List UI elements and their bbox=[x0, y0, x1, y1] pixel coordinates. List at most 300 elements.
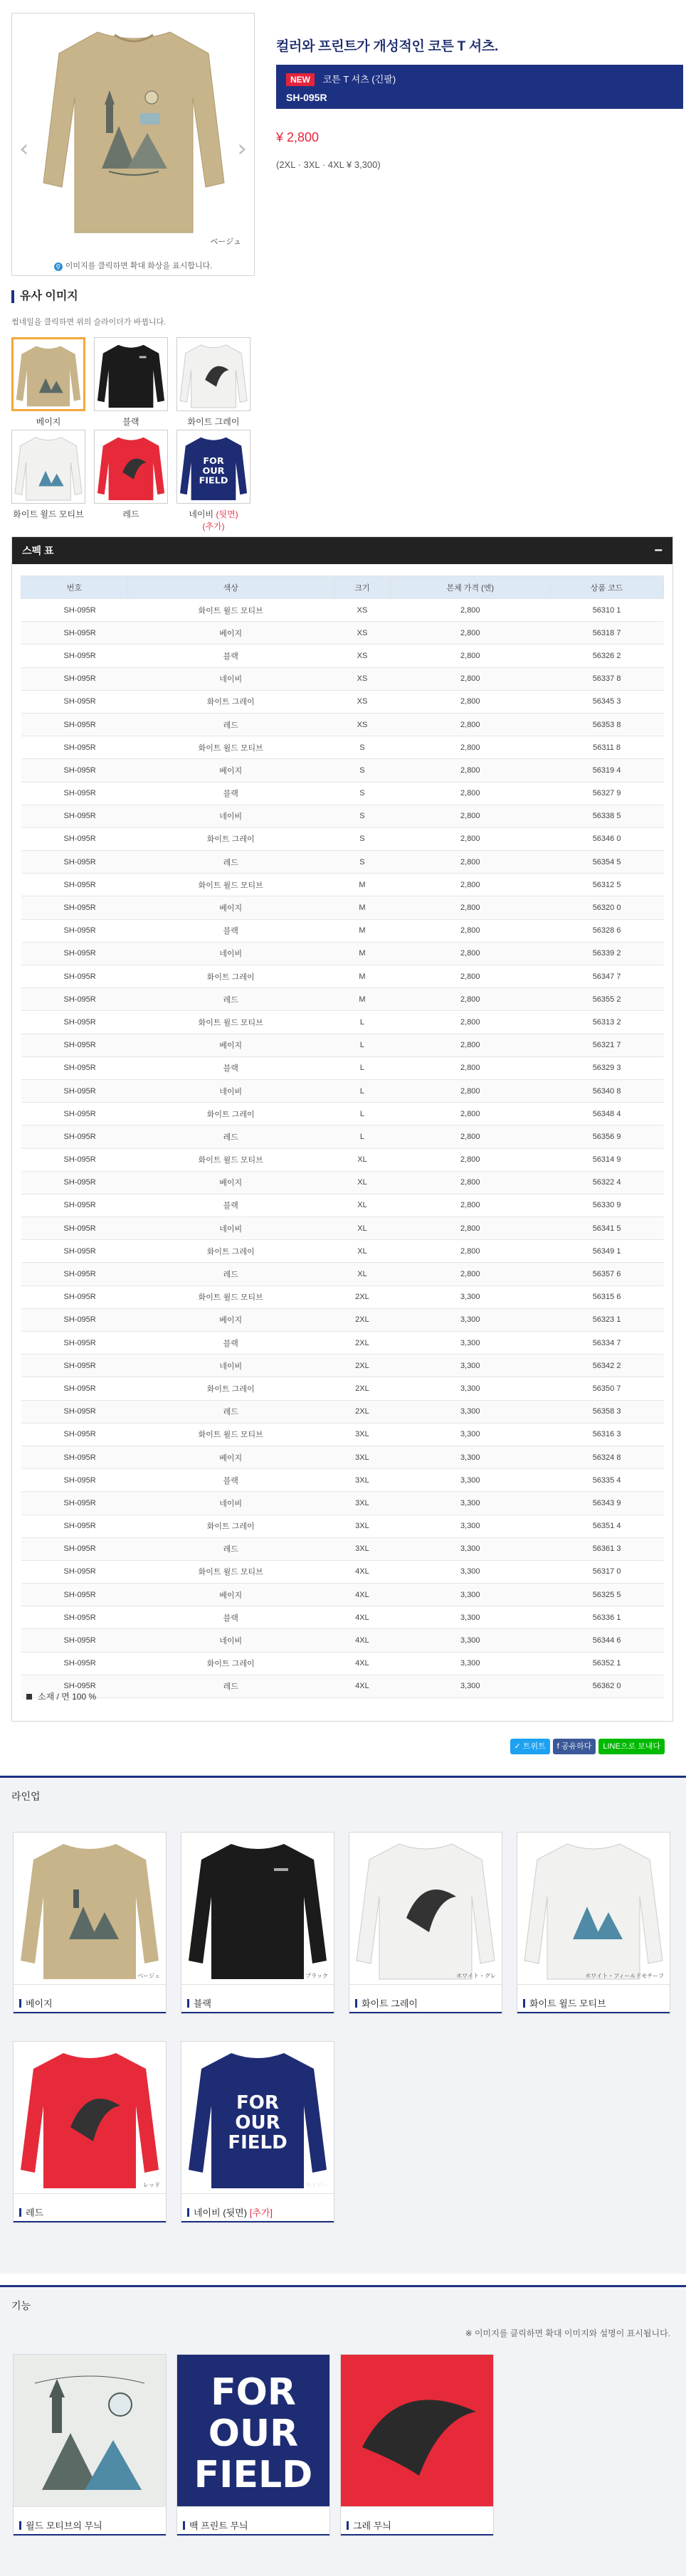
cell-code: 56335 4 bbox=[550, 1469, 664, 1492]
cell-number: SH-095R bbox=[21, 1355, 128, 1377]
thumb-image[interactable] bbox=[94, 337, 168, 411]
slider-next-icon[interactable]: › bbox=[237, 134, 247, 163]
cell-color: 화이트 윌드 모티브 bbox=[127, 1560, 334, 1583]
feature-caption bbox=[14, 2507, 166, 2535]
thumb-label-note: (뒷면) bbox=[216, 509, 238, 519]
cell-size: L bbox=[334, 1079, 391, 1102]
cell-code: 56318 7 bbox=[550, 622, 664, 645]
collapse-icon[interactable]: − bbox=[654, 543, 663, 558]
feature-card-graphic[interactable] bbox=[340, 2354, 494, 2536]
cell-number: SH-095R bbox=[21, 713, 128, 736]
similar-images-section bbox=[11, 290, 673, 536]
feature-image[interactable] bbox=[177, 2355, 329, 2507]
cell-size: 3XL bbox=[334, 1446, 391, 1468]
lineup-caption bbox=[181, 1985, 334, 2013]
cell-color: 네이비 bbox=[127, 1355, 334, 1377]
cell-size: M bbox=[334, 896, 391, 919]
cell-number: SH-095R bbox=[21, 1652, 128, 1675]
cell-size: 4XL bbox=[334, 1675, 391, 1697]
cell-number: SH-095R bbox=[21, 690, 128, 713]
spec-title: 스펙 표 bbox=[22, 545, 54, 556]
cell-price: 3,300 bbox=[391, 1560, 550, 1583]
cell-color: 네이비 bbox=[127, 1217, 334, 1240]
cell-price: 3,300 bbox=[391, 1332, 550, 1355]
cell-color: 블랙 bbox=[127, 1469, 334, 1492]
thumb-label-main: 네이비 bbox=[189, 509, 214, 519]
cell-code: 56351 4 bbox=[550, 1515, 664, 1537]
product-info bbox=[276, 13, 683, 170]
cell-color: 네이비 bbox=[127, 942, 334, 965]
cell-code: 56349 1 bbox=[550, 1240, 664, 1263]
cell-number: SH-095R bbox=[21, 874, 128, 896]
cell-code: 56348 4 bbox=[550, 1103, 664, 1125]
cell-color: 네이비 bbox=[127, 805, 334, 827]
lineup-card-navy-back[interactable] bbox=[181, 2041, 334, 2223]
cell-size: 2XL bbox=[334, 1377, 391, 1400]
cell-size: XL bbox=[334, 1148, 391, 1171]
facebook-share-button[interactable]: f 공유하다 bbox=[553, 1739, 596, 1754]
spec-header-row bbox=[21, 576, 664, 599]
table-row bbox=[21, 1537, 664, 1560]
cell-number: SH-095R bbox=[21, 736, 128, 759]
cell-size: S bbox=[334, 782, 391, 805]
cell-code: 56314 9 bbox=[550, 1148, 664, 1171]
material-text: 소재 / 면 100 % bbox=[38, 1692, 97, 1702]
print-text-field: FIELD bbox=[228, 2132, 287, 2153]
caption-bar bbox=[183, 2521, 185, 2530]
lineup-image[interactable] bbox=[181, 1833, 334, 1985]
lineup-image[interactable] bbox=[517, 1833, 670, 1985]
cell-code: 56343 9 bbox=[550, 1492, 664, 1515]
similar-title: 유사 이미지 bbox=[11, 290, 673, 303]
main-shirt-beige[interactable] bbox=[41, 19, 227, 240]
cell-code: 56358 3 bbox=[550, 1400, 664, 1423]
cell-code: 56352 1 bbox=[550, 1652, 664, 1675]
cell-color: 베이지 bbox=[127, 896, 334, 919]
cell-color: 화이트 그레이 bbox=[127, 827, 334, 850]
cell-size: XL bbox=[334, 1240, 391, 1263]
cell-number: SH-095R bbox=[21, 1629, 128, 1652]
cell-price: 2,800 bbox=[391, 645, 550, 667]
share-buttons bbox=[507, 1739, 665, 1754]
cell-size: M bbox=[334, 874, 391, 896]
thumb-white-field-motif[interactable] bbox=[11, 430, 85, 520]
spec-header[interactable] bbox=[12, 537, 672, 564]
slider-prev-icon[interactable]: ‹ bbox=[19, 134, 29, 163]
cell-size: L bbox=[334, 1125, 391, 1148]
feature-card-field-motif[interactable] bbox=[13, 2354, 167, 2536]
product-code: SH-095R bbox=[286, 92, 327, 103]
lineup-title: 라인업 bbox=[11, 1791, 41, 1802]
table-row bbox=[21, 851, 664, 874]
lineup-tag: ブラック bbox=[305, 1973, 328, 1979]
cell-code: 56311 8 bbox=[550, 736, 664, 759]
cell-size: M bbox=[334, 965, 391, 988]
table-row bbox=[21, 1560, 664, 1583]
cell-code: 56329 3 bbox=[550, 1056, 664, 1079]
thumb-navy-back[interactable] bbox=[176, 430, 250, 532]
cell-number: SH-095R bbox=[21, 1537, 128, 1560]
cell-number: SH-095R bbox=[21, 965, 128, 988]
cell-code: 56340 8 bbox=[550, 1079, 664, 1102]
cell-price: 2,800 bbox=[391, 1148, 550, 1171]
lineup-caption bbox=[349, 1985, 502, 2013]
cell-color: 베이지 bbox=[127, 1446, 334, 1468]
cell-size: 4XL bbox=[334, 1652, 391, 1675]
cell-number: SH-095R bbox=[21, 1515, 128, 1537]
thumb-image[interactable] bbox=[94, 430, 168, 504]
table-row bbox=[21, 736, 664, 759]
lineup-label: 화이트 그레이 bbox=[362, 1998, 418, 2009]
lineup-label: 화이트 윌드 모티브 bbox=[529, 1998, 606, 2009]
cell-code: 56320 0 bbox=[550, 896, 664, 919]
cell-color: 블랙 bbox=[127, 1056, 334, 1079]
cell-number: SH-095R bbox=[21, 1263, 128, 1286]
cell-number: SH-095R bbox=[21, 1606, 128, 1629]
spec-table-body bbox=[21, 599, 664, 1698]
cell-size: 3XL bbox=[334, 1537, 391, 1560]
cell-code: 56344 6 bbox=[550, 1629, 664, 1652]
col-header-size: 크기 bbox=[334, 576, 391, 599]
thumb-image[interactable] bbox=[11, 337, 85, 411]
thumb-image[interactable] bbox=[176, 430, 250, 504]
cell-color: 화이트 그레이 bbox=[127, 1103, 334, 1125]
cell-number: SH-095R bbox=[21, 1079, 128, 1102]
caption-bar bbox=[187, 1999, 189, 2008]
cell-number: SH-095R bbox=[21, 1056, 128, 1079]
col-header-number: 번호 bbox=[21, 576, 128, 599]
table-row bbox=[21, 1584, 664, 1606]
cell-price: 3,300 bbox=[391, 1675, 550, 1697]
cell-code: 56346 0 bbox=[550, 827, 664, 850]
zoom-note bbox=[12, 260, 254, 271]
similar-hint: 썸네일을 클릭하면 위의 슬라이더가 바뀝니다. bbox=[11, 318, 167, 327]
feature-label: 윌드 모티브의 무늬 bbox=[26, 2521, 102, 2531]
lineup-caption bbox=[14, 2194, 166, 2222]
feature-label: 백 프린트 무늬 bbox=[189, 2521, 248, 2531]
cell-number: SH-095R bbox=[21, 1034, 128, 1056]
cell-code: 56326 2 bbox=[550, 645, 664, 667]
product-headline: 컬러와 프린트가 개성적인 코튼 T 셔츠. bbox=[276, 39, 498, 54]
tweet-button[interactable]: ✓ 트위트 bbox=[510, 1739, 550, 1754]
cell-color: 베이지 bbox=[127, 1308, 334, 1331]
lineup-tag: レッド bbox=[143, 2182, 160, 2188]
cell-size: 2XL bbox=[334, 1332, 391, 1355]
table-row bbox=[21, 1125, 664, 1148]
cell-number: SH-095R bbox=[21, 1240, 128, 1263]
cell-color: 화이트 윌드 모티브 bbox=[127, 1148, 334, 1171]
feature-image[interactable] bbox=[341, 2355, 493, 2507]
lineup-card-beige[interactable] bbox=[13, 1832, 167, 2014]
cell-price: 3,300 bbox=[391, 1492, 550, 1515]
lineup-label: 베이지 bbox=[26, 1998, 53, 2009]
table-row bbox=[21, 965, 664, 988]
table-row bbox=[21, 667, 664, 690]
table-row bbox=[21, 1240, 664, 1263]
cell-price: 2,800 bbox=[391, 851, 550, 874]
cell-color: 베이지 bbox=[127, 1034, 334, 1056]
cell-color: 화이트 윌드 모티브 bbox=[127, 736, 334, 759]
cell-code: 56338 5 bbox=[550, 805, 664, 827]
cell-color: 블랙 bbox=[127, 1332, 334, 1355]
feature-title: 기능 bbox=[11, 2300, 31, 2311]
caption-bar bbox=[19, 2208, 21, 2217]
cell-size: S bbox=[334, 736, 391, 759]
cell-code: 56354 5 bbox=[550, 851, 664, 874]
cell-price: 3,300 bbox=[391, 1469, 550, 1492]
cell-price: 2,800 bbox=[391, 1125, 550, 1148]
cell-size: 4XL bbox=[334, 1560, 391, 1583]
spec-table-section bbox=[11, 536, 673, 1722]
cell-price: 2,800 bbox=[391, 599, 550, 622]
cell-price: 2,800 bbox=[391, 805, 550, 827]
cell-size: 4XL bbox=[334, 1629, 391, 1652]
cell-size: S bbox=[334, 827, 391, 850]
cell-code: 56323 1 bbox=[550, 1308, 664, 1331]
cell-color: 베이지 bbox=[127, 1171, 334, 1194]
table-row bbox=[21, 1515, 664, 1537]
lineup-card-black[interactable] bbox=[181, 1832, 334, 2014]
lineup-caption bbox=[517, 1985, 670, 2013]
cell-price: 3,300 bbox=[391, 1584, 550, 1606]
cell-code: 56336 1 bbox=[550, 1606, 664, 1629]
cell-number: SH-095R bbox=[21, 1377, 128, 1400]
table-row bbox=[21, 1606, 664, 1629]
cell-price: 3,300 bbox=[391, 1423, 550, 1446]
table-row bbox=[21, 1056, 664, 1079]
table-row bbox=[21, 896, 664, 919]
lineup-section bbox=[0, 1776, 686, 2274]
cell-code: 56362 0 bbox=[550, 1675, 664, 1697]
cell-size: L bbox=[334, 1011, 391, 1034]
cell-price: 2,800 bbox=[391, 1034, 550, 1056]
thumbnail-grid bbox=[11, 337, 673, 536]
cell-number: SH-095R bbox=[21, 827, 128, 850]
cell-price: 2,800 bbox=[391, 1056, 550, 1079]
cell-color: 레드 bbox=[127, 851, 334, 874]
thumb-beige[interactable] bbox=[11, 337, 85, 428]
table-row bbox=[21, 1217, 664, 1240]
lineup-image[interactable] bbox=[14, 2042, 166, 2194]
line-share-button[interactable]: LINE으로 보내다 bbox=[598, 1739, 665, 1754]
table-row bbox=[21, 1446, 664, 1468]
thumb-image[interactable] bbox=[11, 430, 85, 504]
cell-code: 56334 7 bbox=[550, 1332, 664, 1355]
thumb-image[interactable] bbox=[176, 337, 250, 411]
cell-price: 2,800 bbox=[391, 919, 550, 942]
cell-price: 2,800 bbox=[391, 736, 550, 759]
lineup-tag: ネイビー bbox=[305, 2182, 328, 2188]
thumb-black[interactable] bbox=[94, 337, 168, 428]
cell-size: 4XL bbox=[334, 1584, 391, 1606]
cell-size: XS bbox=[334, 622, 391, 645]
cell-color: 블랙 bbox=[127, 782, 334, 805]
cell-code: 56356 9 bbox=[550, 1125, 664, 1148]
cell-number: SH-095R bbox=[21, 759, 128, 782]
svg-text:OUR: OUR bbox=[202, 465, 225, 477]
cell-price: 2,800 bbox=[391, 827, 550, 850]
cell-code: 56316 3 bbox=[550, 1423, 664, 1446]
cell-code: 56315 6 bbox=[550, 1286, 664, 1308]
cell-color: 화이트 윌드 모티브 bbox=[127, 599, 334, 622]
table-row bbox=[21, 713, 664, 736]
caption-bar bbox=[347, 2521, 349, 2530]
cell-price: 2,800 bbox=[391, 759, 550, 782]
lineup-image[interactable] bbox=[14, 1833, 166, 1985]
main-product-image[interactable] bbox=[11, 13, 255, 276]
lineup-card-red[interactable] bbox=[13, 2041, 167, 2223]
thumb-red[interactable] bbox=[94, 430, 168, 520]
table-row bbox=[21, 782, 664, 805]
cell-number: SH-095R bbox=[21, 896, 128, 919]
cell-code: 56342 2 bbox=[550, 1355, 664, 1377]
cell-code: 56322 4 bbox=[550, 1171, 664, 1194]
cell-color: 블랙 bbox=[127, 919, 334, 942]
cell-size: L bbox=[334, 1103, 391, 1125]
print-text-for: FOR bbox=[211, 2371, 296, 2414]
cell-price: 2,800 bbox=[391, 1240, 550, 1263]
table-row bbox=[21, 1423, 664, 1446]
cell-price: 3,300 bbox=[391, 1515, 550, 1537]
table-row bbox=[21, 759, 664, 782]
cell-price: 2,800 bbox=[391, 1103, 550, 1125]
feature-label: 그레 무늬 bbox=[353, 2521, 391, 2531]
cell-price: 2,800 bbox=[391, 1079, 550, 1102]
zoom-note-text: 이미지를 클릭하면 확대 화상을 표시합니다. bbox=[65, 262, 213, 270]
svg-text:FOR: FOR bbox=[203, 456, 224, 467]
cell-color: 블랙 bbox=[127, 1194, 334, 1217]
cell-price: 2,800 bbox=[391, 988, 550, 1011]
product-top bbox=[11, 13, 673, 276]
cell-code: 56325 5 bbox=[550, 1584, 664, 1606]
cell-color: 베이지 bbox=[127, 759, 334, 782]
feature-image[interactable] bbox=[14, 2355, 166, 2507]
cell-number: SH-095R bbox=[21, 1286, 128, 1308]
cell-code: 56347 7 bbox=[550, 965, 664, 988]
table-row bbox=[21, 1332, 664, 1355]
cell-price: 3,300 bbox=[391, 1629, 550, 1652]
cell-code: 56350 7 bbox=[550, 1377, 664, 1400]
cell-price: 2,800 bbox=[391, 1194, 550, 1217]
cell-number: SH-095R bbox=[21, 942, 128, 965]
caption-bar bbox=[19, 2521, 21, 2530]
cell-number: SH-095R bbox=[21, 1400, 128, 1423]
product-name: 코튼 T 셔츠 (긴팔) bbox=[322, 74, 396, 85]
cell-color: 화이트 윌드 모티브 bbox=[127, 1423, 334, 1446]
cell-size: M bbox=[334, 919, 391, 942]
cell-code: 56339 2 bbox=[550, 942, 664, 965]
cell-size: 3XL bbox=[334, 1515, 391, 1537]
lineup-label: 블랙 bbox=[194, 1998, 212, 2009]
lineup-label: 네이비 (뒷면) bbox=[194, 2207, 248, 2218]
feature-caption bbox=[177, 2507, 329, 2535]
cell-price: 2,800 bbox=[391, 965, 550, 988]
lineup-label: 레드 bbox=[26, 2207, 44, 2218]
cell-price: 2,800 bbox=[391, 896, 550, 919]
table-row bbox=[21, 599, 664, 622]
table-row bbox=[21, 874, 664, 896]
table-row bbox=[21, 1286, 664, 1308]
caption-bar bbox=[187, 2208, 189, 2217]
product-price: ¥ 2,800 bbox=[276, 130, 320, 144]
cell-size: XS bbox=[334, 713, 391, 736]
cell-size: 2XL bbox=[334, 1400, 391, 1423]
cell-size: 4XL bbox=[334, 1606, 391, 1629]
lineup-card-white-field-motif[interactable] bbox=[517, 1832, 670, 2014]
cell-number: SH-095R bbox=[21, 919, 128, 942]
cell-size: S bbox=[334, 805, 391, 827]
table-row bbox=[21, 690, 664, 713]
cell-code: 56313 2 bbox=[550, 1011, 664, 1034]
lineup-image[interactable] bbox=[181, 2042, 334, 2194]
feature-section bbox=[0, 2285, 686, 2576]
cell-size: XS bbox=[334, 599, 391, 622]
thumb-label: 화이트 그레이 bbox=[187, 417, 240, 427]
cell-number: SH-095R bbox=[21, 622, 128, 645]
feature-note: ※ 이미지를 클릭하면 확대 이미지와 설명이 표시됩니다. bbox=[465, 2328, 670, 2338]
table-row bbox=[21, 942, 664, 965]
table-row bbox=[21, 988, 664, 1011]
lineup-image[interactable] bbox=[349, 1833, 502, 1985]
cell-color: 네이비 bbox=[127, 1492, 334, 1515]
table-row bbox=[21, 1377, 664, 1400]
table-row bbox=[21, 1400, 664, 1423]
cell-number: SH-095R bbox=[21, 988, 128, 1011]
table-row bbox=[21, 1011, 664, 1034]
thumb-label bbox=[176, 508, 250, 532]
cell-size: 3XL bbox=[334, 1492, 391, 1515]
lineup-tag: ホワイト・グレ bbox=[456, 1973, 496, 1979]
cell-color: 레드 bbox=[127, 1675, 334, 1697]
cell-color: 블랙 bbox=[127, 645, 334, 667]
table-row bbox=[21, 1355, 664, 1377]
table-row bbox=[21, 1675, 664, 1697]
svg-text:FIELD: FIELD bbox=[199, 475, 228, 487]
cell-price: 3,300 bbox=[391, 1446, 550, 1468]
material-note bbox=[26, 1690, 96, 1702]
cell-price: 2,800 bbox=[391, 1263, 550, 1286]
cell-color: 네이비 bbox=[127, 1629, 334, 1652]
lineup-tag: ホワイト・フィールドモチーフ bbox=[585, 1973, 664, 1979]
cell-code: 56321 7 bbox=[550, 1034, 664, 1056]
thumb-white-gray[interactable] bbox=[176, 337, 250, 428]
lineup-card-white-gray[interactable] bbox=[349, 1832, 502, 2014]
cell-price: 2,800 bbox=[391, 667, 550, 690]
cell-price: 3,300 bbox=[391, 1537, 550, 1560]
cell-size: XL bbox=[334, 1171, 391, 1194]
print-text-field: FIELD bbox=[194, 2454, 313, 2496]
cell-code: 56330 9 bbox=[550, 1194, 664, 1217]
cell-price: 2,800 bbox=[391, 942, 550, 965]
cell-size: M bbox=[334, 988, 391, 1011]
cell-number: SH-095R bbox=[21, 1194, 128, 1217]
cell-color: 화이트 그레이 bbox=[127, 1515, 334, 1537]
cell-number: SH-095R bbox=[21, 1217, 128, 1240]
feature-card-back-print[interactable] bbox=[176, 2354, 330, 2536]
table-row bbox=[21, 919, 664, 942]
cell-number: SH-095R bbox=[21, 1675, 128, 1697]
table-row bbox=[21, 1103, 664, 1125]
table-row bbox=[21, 1171, 664, 1194]
cell-color: 레드 bbox=[127, 1125, 334, 1148]
cell-number: SH-095R bbox=[21, 851, 128, 874]
cell-size: XS bbox=[334, 667, 391, 690]
table-row bbox=[21, 1194, 664, 1217]
cell-color: 블랙 bbox=[127, 1606, 334, 1629]
print-text-our: OUR bbox=[208, 2412, 299, 2455]
cell-code: 56328 6 bbox=[550, 919, 664, 942]
print-text-our: OUR bbox=[235, 2112, 280, 2134]
